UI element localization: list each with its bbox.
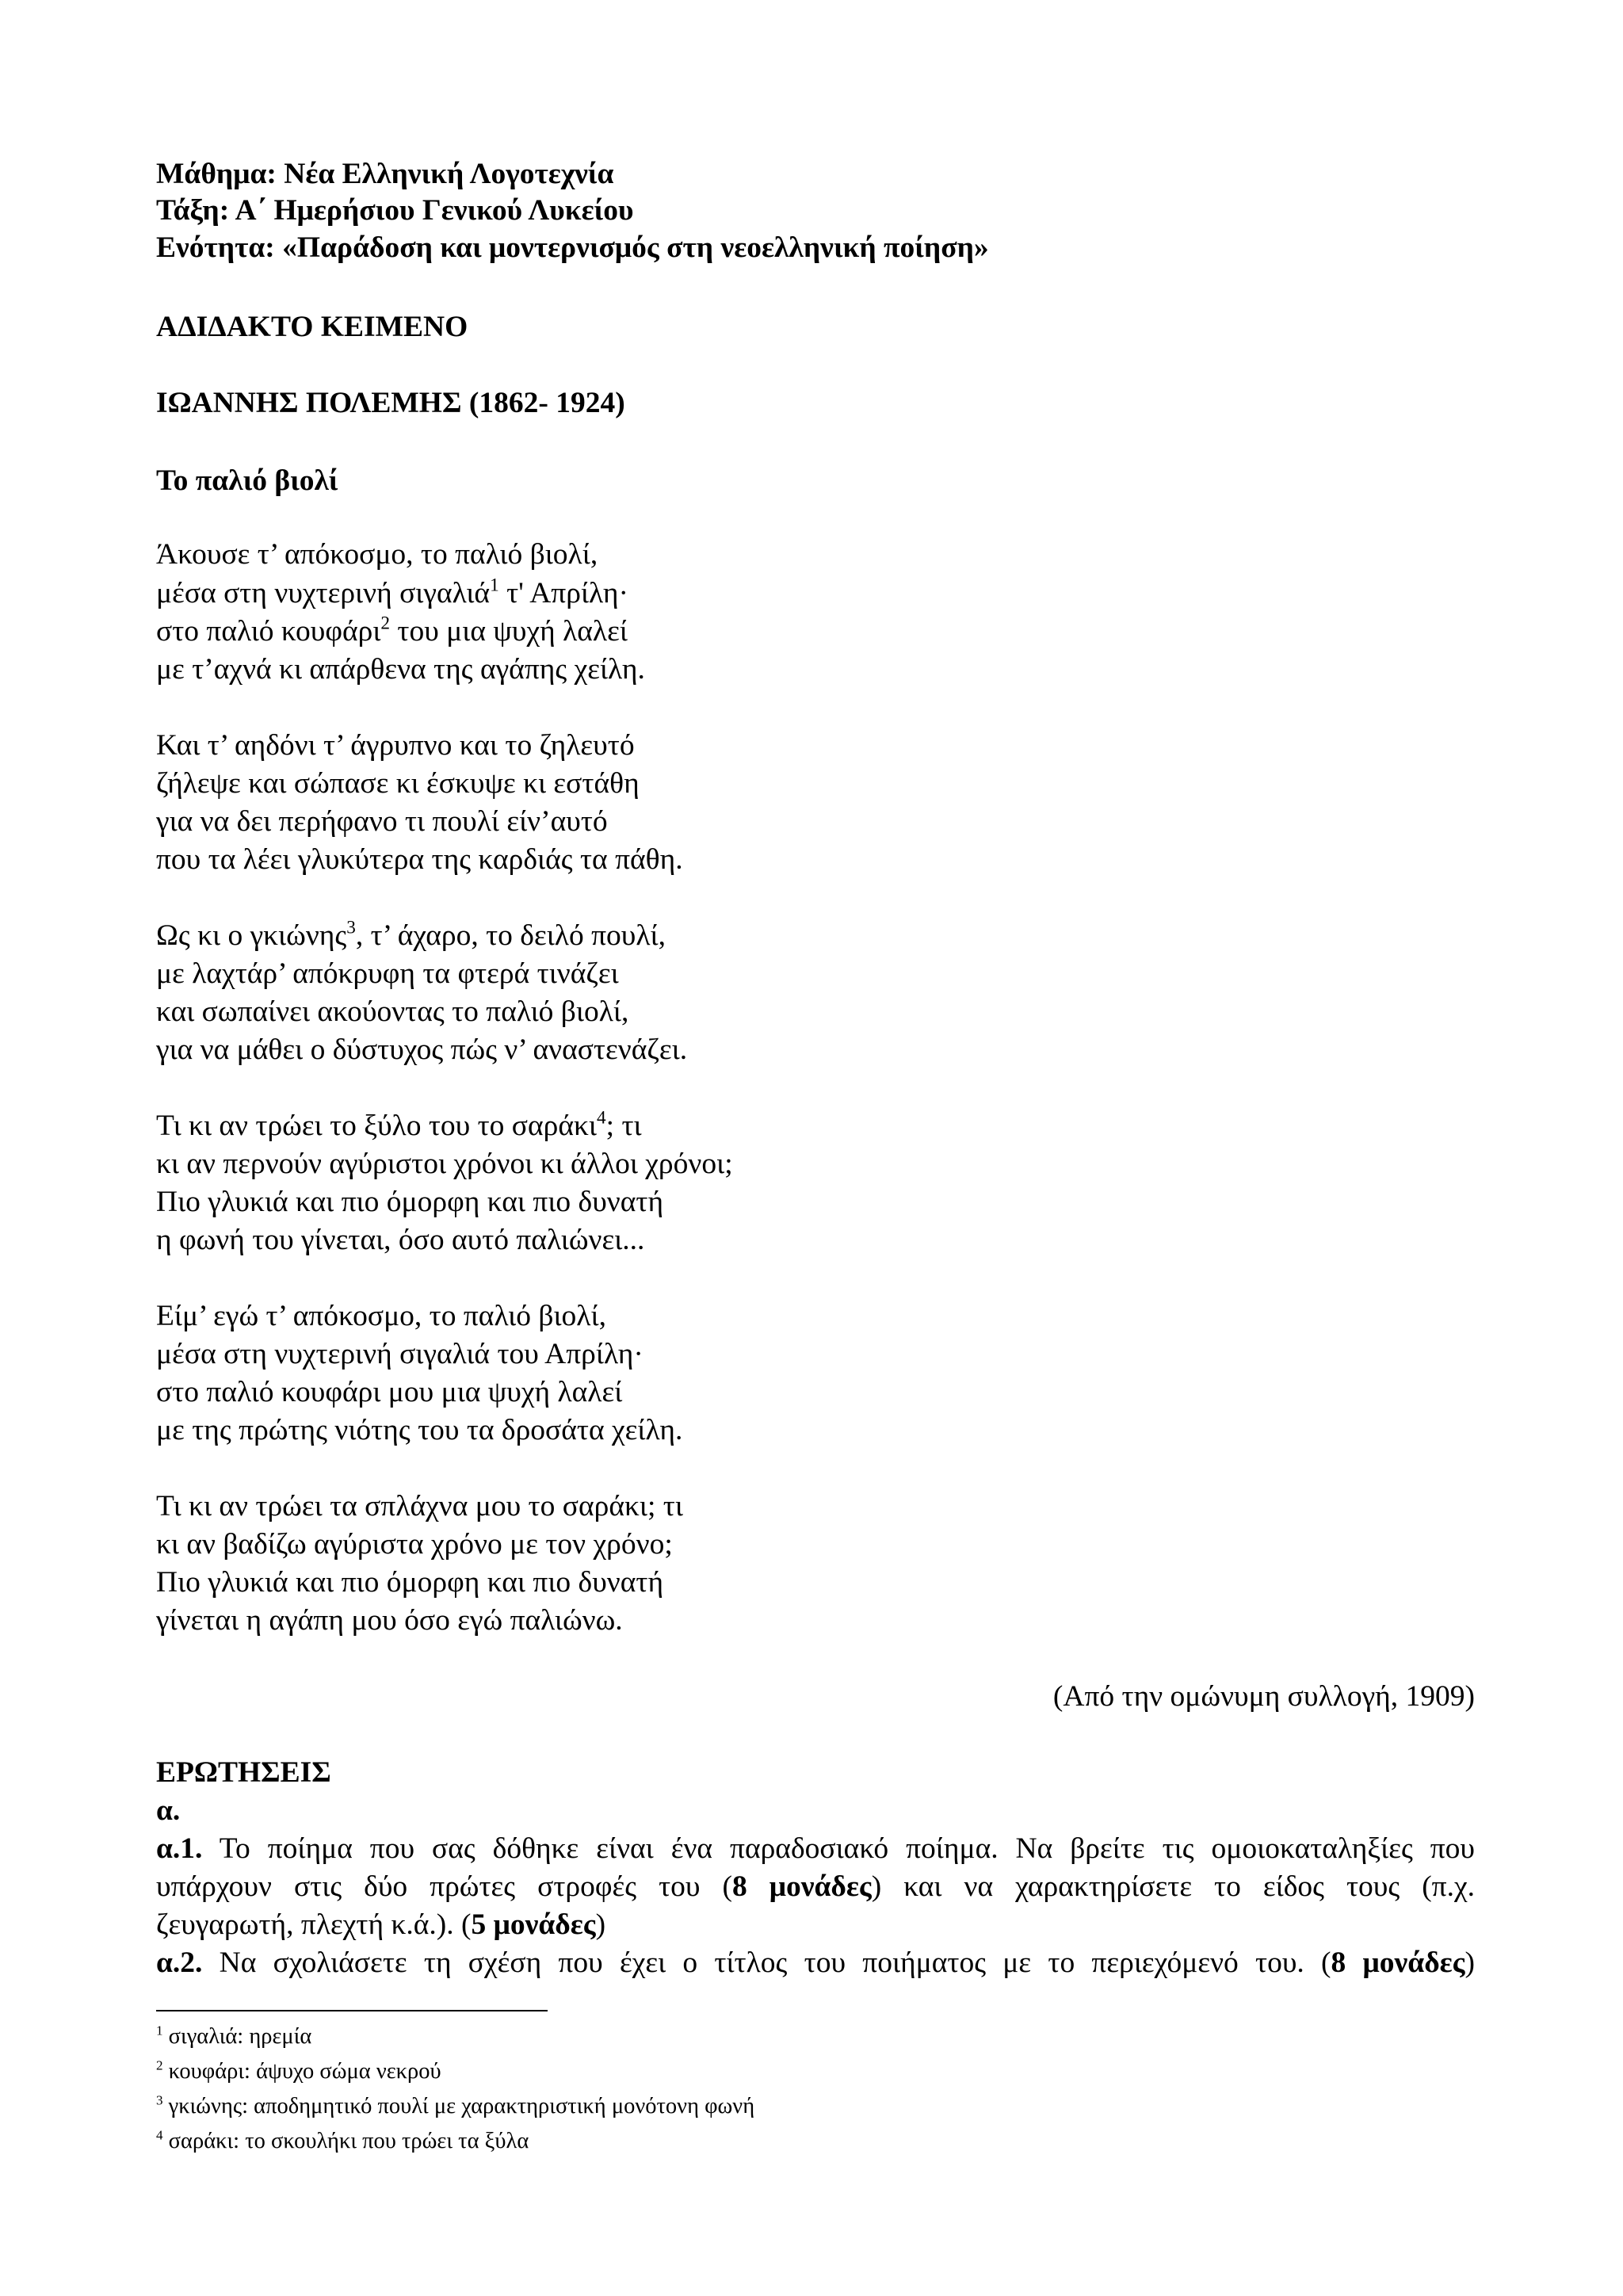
poem-line: γίνεται η αγάπη μου όσο εγώ παλιώνω. <box>156 1604 623 1637</box>
poem-line: η φωνή του γίνεται, όσο αυτό παλιώνει... <box>156 1224 645 1256</box>
question-label: α.1. <box>156 1832 203 1865</box>
footnote: $^2$ κουφάρι: άψυχο σώμα νεκρού <box>156 2057 441 2084</box>
poem-line: στο παλιό κουφάρι μου μια ψυχή λαλεί <box>156 1376 623 1408</box>
source-citation: (Από την ομώνυμη συλλογή, 1909) <box>1052 1680 1475 1713</box>
questions-heading: ΕΡΩΤΗΣΕΙΣ <box>156 1756 331 1789</box>
poem-line: κι αν βαδίζω αγύριστα χρόνο με τον χρόνο; <box>156 1528 673 1561</box>
question-label: α.2. <box>156 1946 203 1979</box>
question-a2-line: α.2. Να σχολιάσετε τη σχέση που έχει ο τίτλος του ποιήματος με το περιεχόμενό του. (8 μονάδες) <box>156 1946 1475 1979</box>
subject-line: Μάθημα: Νέα Ελληνική Λογοτεχνία <box>156 158 614 190</box>
poem-line: Και τ’ αηδόνι τ’ άγρυπνο και το ζηλευτό <box>156 729 635 762</box>
poem-line: Ως κι ο γκιώνης$^3$, τ’ άχαρο, το δειλό πουλί, <box>156 917 666 952</box>
poem-line: Είμ’ εγώ τ’ απόκοσμο, το παλιό βιολί, <box>156 1300 606 1332</box>
poem-line: μέσα στη νυχτερινή σιγαλιά του Απρίλη· <box>156 1338 643 1370</box>
poem-line: και σωπαίνει ακούοντας το παλιό βιολί, <box>156 995 629 1028</box>
footnote: $^1$ σιγαλιά: ηρεμία <box>156 2023 312 2049</box>
poem-line: για να μάθει ο δύστυχος πώς ν’ αναστενάζει. <box>156 1033 688 1066</box>
class-line: Τάξη: Α΄ Ημερήσιου Γενικού Λυκείου <box>156 194 634 227</box>
poem-line: Τι κι αν τρώει το ξύλο του το σαράκι$^4$; τι <box>156 1107 642 1142</box>
unit-line: Ενότητα: «Παράδοση και μοντερνισμός στη νεοελληνική ποίηση» <box>156 231 989 264</box>
section-label: ΑΔΙΔΑΚΤΟ ΚΕΙΜΕΝΟ <box>156 311 468 343</box>
question-a1-line: ζευγαρωτή, πλεχτή κ.ά.). (5 μονάδες) <box>156 1908 606 1941</box>
points: 5 μονάδες <box>471 1908 596 1941</box>
footnote-ref: 1 <box>490 575 499 596</box>
footnote: $^3$ γκιώνης: αποδημητικό πουλί με χαρακτηριστική μονότονη φωνή <box>156 2092 755 2118</box>
poem-line: στο παλιό κουφάρι$^2$ του μια ψυχή λαλεί <box>156 613 628 648</box>
footnote-ref: 3 <box>346 917 356 938</box>
poem-line: για να δει περήφανο τι πουλί είν’αυτό <box>156 805 608 838</box>
points: 8 μονάδες <box>731 1870 872 1903</box>
footnote-ref: 4 <box>597 1107 606 1129</box>
poem-line: με της πρώτης νιότης του τα δροσάτα χείλη. <box>156 1414 683 1446</box>
poem-line: Τι κι αν τρώει τα σπλάχνα μου το σαράκι; τι <box>156 1490 683 1522</box>
questions-part-label: α. <box>156 1794 181 1827</box>
poem-line: μέσα στη νυχτερινή σιγαλιά$^1$ τ' Απρίλη· <box>156 575 628 609</box>
poem-line: Πιο γλυκιά και πιο όμορφη και πιο δυνατή <box>156 1566 664 1599</box>
poem-line: που τα λέει γλυκύτερα της καρδιάς τα πάθη. <box>156 843 683 876</box>
question-a1-line: υπάρχουν στις δύο πρώτες στροφές του (8 μονάδες) και να χαρακτηρίσετε το είδος τους (π.χ. <box>156 1870 1476 1903</box>
poem-line: με τ’αχνά κι απάρθενα της αγάπης χείλη. <box>156 653 645 686</box>
poem-line: Άκουσε τ’ απόκοσμο, το παλιό βιολί, <box>156 538 598 571</box>
poem-line: με λαχτάρ’ απόκρυφη τα φτερά τινάζει <box>156 957 619 990</box>
poem-title: Το παλιό βιολί <box>156 464 338 497</box>
author-heading: ΙΩΑΝΝΗΣ ΠΟΛΕΜΗΣ (1862- 1924) <box>156 387 625 419</box>
poem-line: κι αν περνούν αγύριστοι χρόνοι κι άλλοι χρόνοι; <box>156 1148 733 1180</box>
footnote-separator <box>156 2010 548 2011</box>
points: 8 μονάδες <box>1331 1946 1465 1979</box>
footnote: $^4$ σαράκι: το σκουλήκι που τρώει τα ξύλα <box>156 2127 529 2153</box>
poem-line: Πιο γλυκιά και πιο όμορφη και πιο δυνατή <box>156 1186 664 1218</box>
question-a1-line: α.1. Το ποίημα που σας δόθηκε είναι ένα παραδοσιακό ποίημα. Να βρείτε τις ομοιοκαταληξίες που <box>156 1832 1475 1865</box>
poem-line: ζήλεψε και σώπασε κι έσκυψε κι εστάθη <box>156 767 640 800</box>
footnote-ref: 2 <box>380 613 391 634</box>
